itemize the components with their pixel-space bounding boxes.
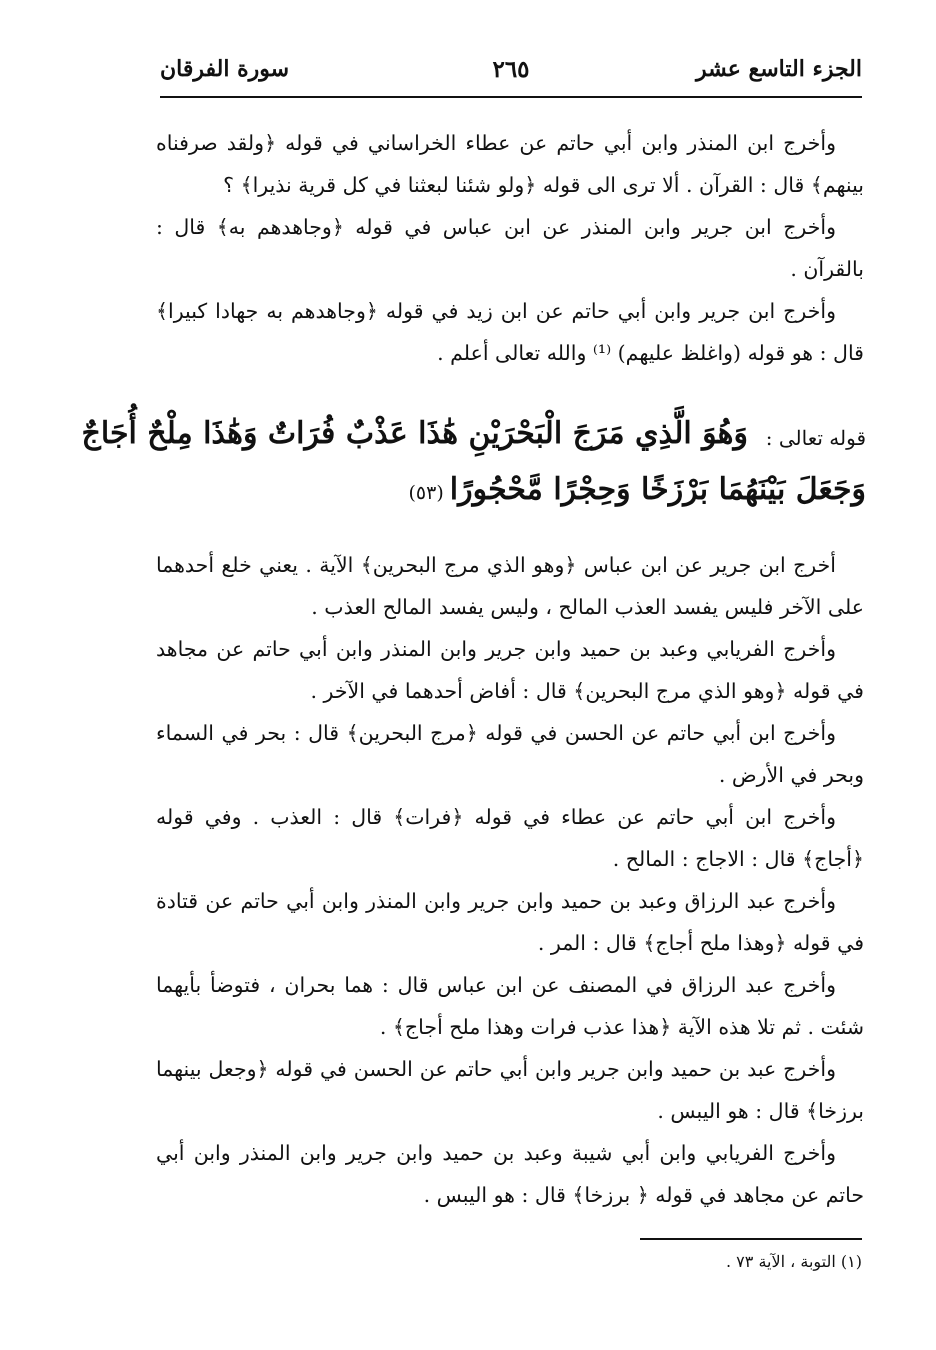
verse-line-2-text: وَجَعَلَ بَيْنَهُمَا بَرْزَخًا وَحِجْرًا مَّحْجُورًا (449, 472, 866, 507)
paragraph: وأخرج ابن جرير وابن المنذر عن ابن عباس في قوله ﴿وجاهدهم به﴾ قال : بالقرآن . (156, 215, 864, 281)
verse-line-2 (320, 466, 866, 517)
paragraph: وأخرج ابن المنذر وابن أبي حاتم عن عطاء الخراساني في قوله ﴿ولقد صرفناه بينهم﴾ قال : القرآن . ألا ترى الى قوله ﴿ولو شئنا لبعثنا في كل قرية نذيرا﴾ ؟ (156, 131, 864, 197)
paragraph: وأخرج عبد الرزاق وعبد بن حميد وابن جرير وابن المنذر وابن أبي حاتم عن قتادة في قوله ﴿وهذا ملح أجاج﴾ قال : المر . (156, 889, 864, 955)
footnote-rule (640, 1238, 862, 1240)
surah-title: سورة الفرقان (160, 56, 290, 82)
paragraph: وأخرج الفريابي وعبد بن حميد وابن جرير وابن المنذر وابن أبي حاتم عن مجاهد في قوله ﴿وهو الذي مرج البحرين﴾ قال : أفاض أحدهما في الآخر . (156, 637, 864, 703)
commentary-block-bottom (156, 544, 864, 1216)
paragraph: وأخرج الفريابي وابن أبي شيبة وعبد بن حميد وابن جرير وابن المنذر وابن أبي حاتم عن مجاهد في قوله ﴿ برزخا﴾ قال : هو اليبس . (156, 1141, 864, 1207)
paragraph: وأخرج ابن أبي حاتم عن الحسن في قوله ﴿مرج البحرين﴾ قال : بحر في السماء وبحر في الأرض . (156, 721, 864, 787)
paragraph: وأخرج ابن أبي حاتم عن عطاء في قوله ﴿فرات﴾ قال : العذب . وفي قوله ﴿أجاج﴾ قال : الاجاج : المالح . (156, 805, 864, 871)
paragraph: وأخرج ابن جرير وابن أبي حاتم عن ابن زيد في قوله ﴿وجاهدهم به جهادا كبيرا﴾ قال : هو قوله (واغلظ عليهم) ⁽¹⁾ والله تعالى أعلم . (156, 299, 864, 365)
running-header (160, 52, 862, 94)
commentary-block-top (156, 122, 864, 374)
verse-intro: قوله تعالى : (765, 426, 866, 450)
page-number: ٢٦٥ (492, 56, 530, 83)
ayah-number: (٥٣) (408, 482, 444, 504)
quran-verse (81, 404, 866, 524)
paragraph: وأخرج عبد الرزاق في المصنف عن ابن عباس قال : هما بحران ، فتوضأ بأيهما شئت . ثم تلا هذه الآية ﴿هذا عذب فرات وهذا ملح أجاج﴾ . (156, 973, 864, 1039)
footnote: (١) التوبة ، الآية ٧٣ . (726, 1252, 862, 1271)
header-rule (160, 96, 862, 98)
part-title: الجزء التاسع عشر (695, 56, 862, 82)
paragraph: وأخرج عبد بن حميد وابن جرير وابن أبي حاتم عن الحسن في قوله ﴿وجعل بينهما برزخا﴾ قال : هو اليبس . (156, 1057, 864, 1123)
verse-line-1: وَهُوَ الَّذِي مَرَجَ الْبَحْرَيْنِ هَٰذَا عَذْبٌ فُرَاتٌ وَهَٰذَا مِلْحٌ أُجَاجٌ (81, 416, 748, 451)
paragraph: أخرج ابن جرير عن ابن عباس ﴿وهو الذي مرج البحرين﴾ الآية . يعني خلع أحدهما على الآخر فليس يفسد العذب المالح ، وليس يفسد المالح العذب . (156, 553, 864, 619)
